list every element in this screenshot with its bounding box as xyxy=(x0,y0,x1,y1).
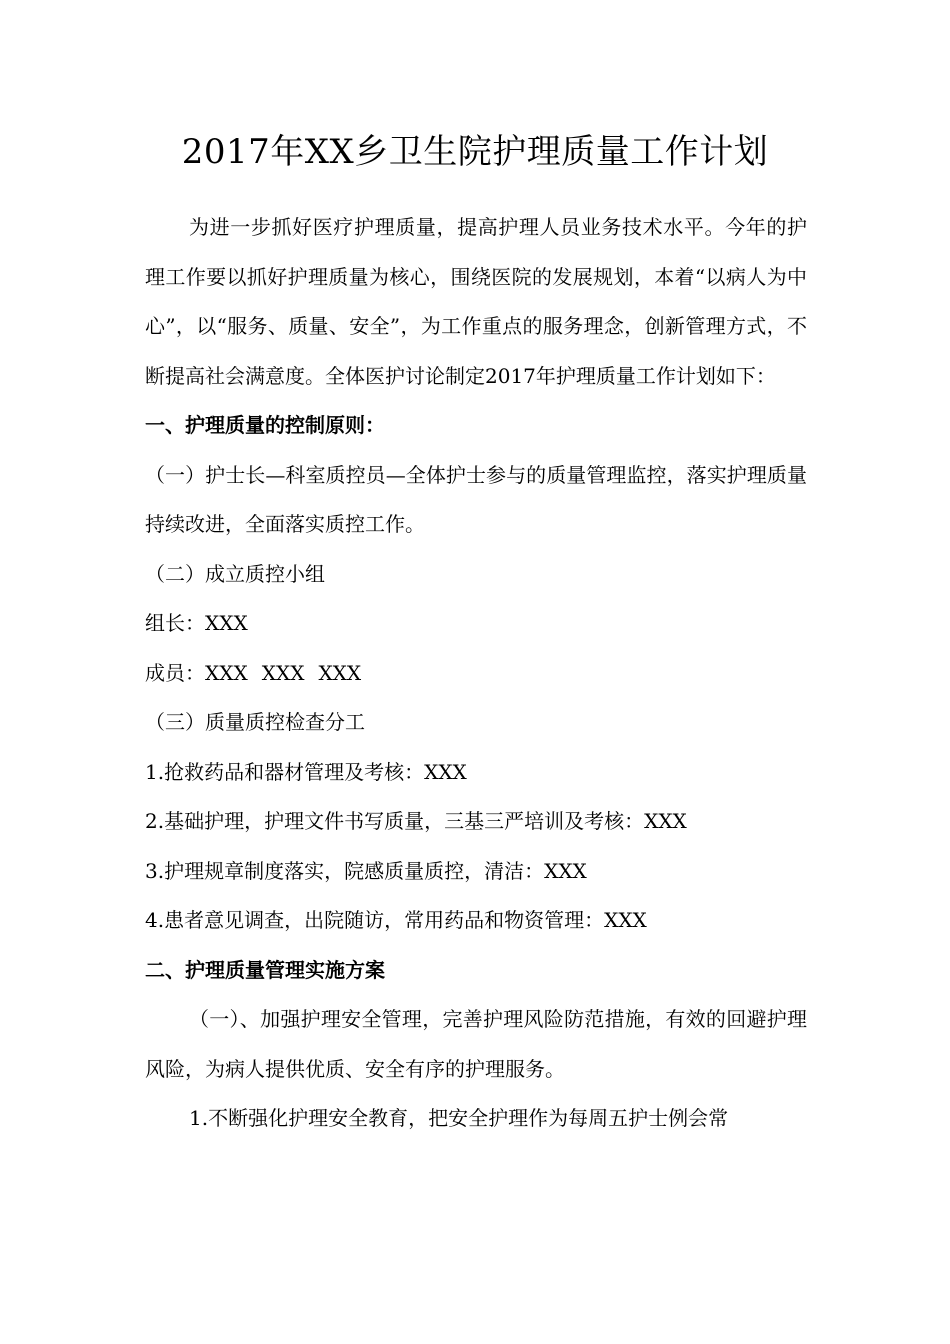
section2-item1: （一）、加强护理安全管理，完善护理风险防范措施，有效的回避护理风险，为病人提供优质、安全有序的护理服务。 xyxy=(145,1007,807,1081)
duty-item: 4.患者意见调查，出院随访，常用药品和物资管理：XXX xyxy=(145,908,647,932)
team-member-3: XXX xyxy=(318,660,362,685)
team-member-2: XXX xyxy=(261,660,305,685)
team-member-1: 成员：XXX xyxy=(145,660,248,685)
document-title: 2017年XX乡卫生院护理质量工作计划 xyxy=(181,132,769,172)
section1-item3: （三）质量质控检查分工 xyxy=(145,710,365,734)
team-leader: 组长：XXX xyxy=(145,611,248,635)
duty-item: 2.基础护理，护理文件书写质量，三基三严培训及考核：XXX xyxy=(145,809,687,833)
duty-item: 1.抢救药品和器材管理及考核：XXX xyxy=(145,759,467,784)
document-body xyxy=(145,203,807,1144)
section1-item2: （二）成立质控小组 xyxy=(145,561,325,586)
section1-heading: 一、护理质量的控制原则： xyxy=(145,413,385,437)
section1-item1: （一）护士长—科室质控员—全体护士参与的质量管理监控，落实护理质量持续改进，全面落实质控工作。 xyxy=(145,462,807,536)
team-members xyxy=(145,649,807,699)
duty-item: 3.护理规章制度落实，院感质量质控，清洁：XXX xyxy=(145,858,587,883)
section2-point1: 1.不断强化护理安全教育，把安全护理作为每周五护士例会常 xyxy=(189,1106,729,1130)
section2-heading: 二、护理质量管理实施方案 xyxy=(145,957,385,982)
intro-paragraph: 为进一步抓好医疗护理质量，提高护理人员业务技术水平。今年的护理工作要以抓好护理质量为核心，围绕医院的发展规划，本着“以病人为中心”，以“服务、质量、安全”，为工作重点的服务理念，创新管理方式，不断提高社会满意度。全体医护讨论制定2017年护理质量工作计划如下： xyxy=(145,215,807,388)
